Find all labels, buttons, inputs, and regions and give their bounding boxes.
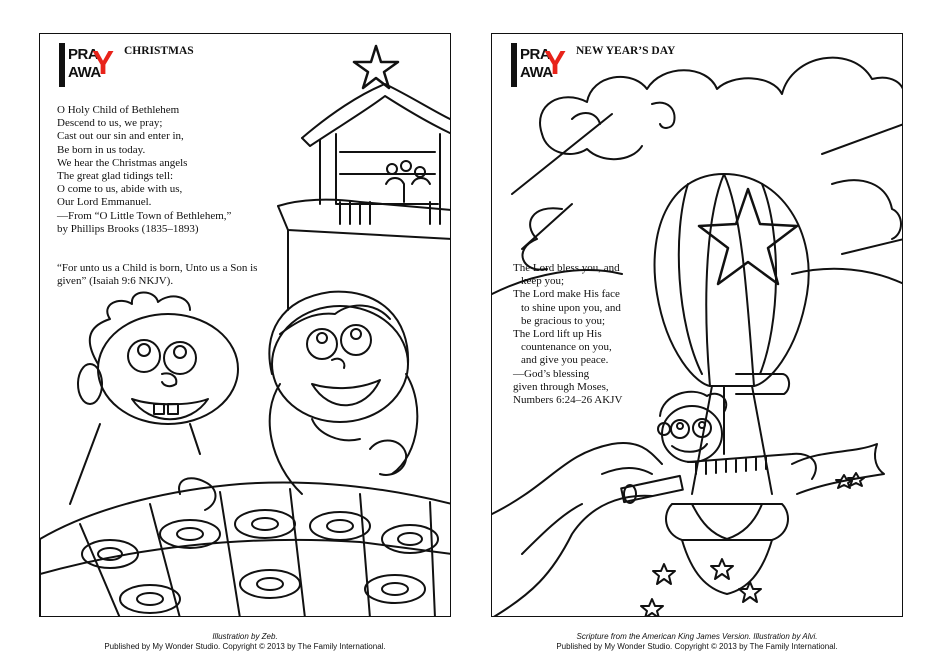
poem <box>57 104 231 236</box>
left-credit <box>39 632 451 652</box>
blessing-line: The Lord make His face <box>513 288 620 301</box>
prayaway-logo <box>511 43 566 87</box>
logo-letter: Y <box>544 44 567 81</box>
logo-letter: Y <box>92 44 115 81</box>
prayaway-logo <box>59 43 114 87</box>
poem-line: Cast out our sin and enter in, <box>57 130 184 143</box>
poem-attribution: by Phillips Brooks (1835–1893) <box>57 222 199 235</box>
poem-line: O come to us, abide with us, <box>57 183 183 196</box>
poem-line: Be born in us today. <box>57 143 146 156</box>
blessing-reference: Numbers 6:24–26 AKJV <box>513 394 623 407</box>
logo-line-2: AWA <box>68 64 101 81</box>
blessing-attribution: —God’s blessing <box>513 367 590 380</box>
poem-line: The great glad tidings tell: <box>57 170 174 183</box>
page-title: NEW YEAR’S DAY <box>576 45 676 57</box>
blessing-line: be gracious to you; <box>521 314 606 327</box>
blessing-line: The Lord lift up His <box>513 328 602 341</box>
right-credit <box>491 632 903 652</box>
poem-attribution: —From “O Little Town of Bethlehem,” <box>57 209 232 222</box>
blessing-text <box>513 262 622 407</box>
illustration-credit: Illustration by Zeb. <box>212 632 278 641</box>
scripture-quote: “For unto us a Child is born, Unto us a Son is given” (Isaiah 9:6 NKJV). <box>57 262 258 288</box>
poem-line: We hear the Christmas angels <box>57 156 188 169</box>
poem-line: Descend to us, we pray; <box>57 117 163 130</box>
page-title: CHRISTMAS <box>124 45 194 57</box>
logo-line-1: PRA <box>520 46 551 63</box>
logo-line-2: AWA <box>520 64 553 81</box>
new-years-coloring-page <box>491 33 903 617</box>
logo-line-1: PRA <box>68 46 99 63</box>
scripture-credit: Scripture from the American King James Version. Illustration by Alvi. <box>576 632 818 641</box>
blessing-line: keep you; <box>521 275 565 288</box>
blessing-line: and give you peace. <box>521 354 609 367</box>
blessing-line: countenance on you, <box>521 341 612 354</box>
poem-line: Our Lord Emmanuel. <box>57 196 152 209</box>
poem-line: O Holy Child of Bethlehem <box>57 104 180 116</box>
publisher-credit: Published by My Wonder Studio. Copyright © 2013 by The Family International. <box>556 642 838 651</box>
publisher-credit: Published by My Wonder Studio. Copyright © 2013 by The Family International. <box>104 642 386 651</box>
blessing-line: to shine upon you, and <box>521 301 621 314</box>
blessing-attribution: given through Moses, <box>513 380 609 393</box>
blessing-line: The Lord bless you, and <box>513 262 620 274</box>
christmas-coloring-page <box>39 33 451 617</box>
